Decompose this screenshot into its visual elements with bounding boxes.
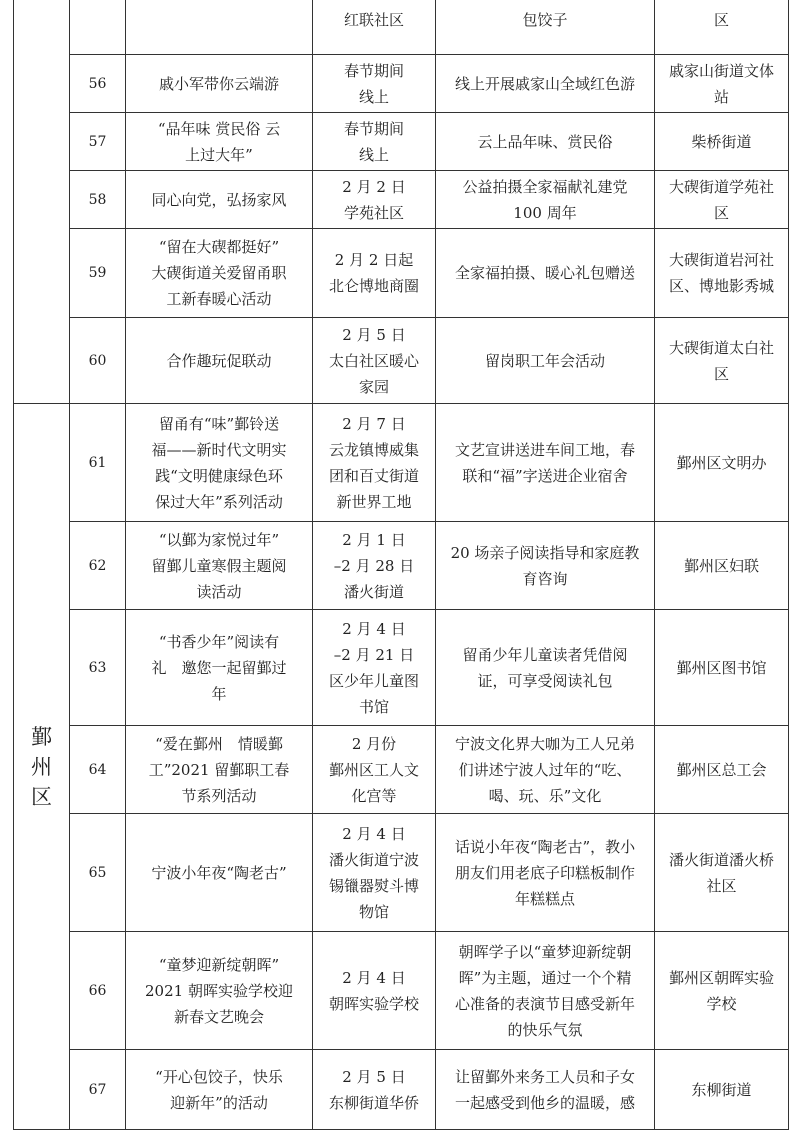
row-number: 65 xyxy=(70,814,126,932)
row-number: 61 xyxy=(70,404,126,522)
activity-content: 朝晖学子以“童梦迎新绽朝 晖”为主题，通过一个个精 心准备的表演节目感受新年 的快乐气氛 xyxy=(436,932,655,1050)
organizer: 大碶街道学苑社 区 xyxy=(655,171,789,229)
row-number: 66 xyxy=(70,932,126,1050)
table-row xyxy=(14,55,789,113)
table-row xyxy=(14,404,789,522)
table-row xyxy=(14,522,789,610)
activity-content: 文艺宣讲送进车间工地，春 联和“福”字送进企业宿舍 xyxy=(436,404,655,522)
table-row xyxy=(14,1050,789,1130)
activity-name: 宁波小年夜“陶老古” xyxy=(126,814,313,932)
activity-name: 戚小军带你云端游 xyxy=(126,55,313,113)
activity-content: 全家福拍摄、暖心礼包赠送 xyxy=(436,229,655,318)
activity-content: 线上开展戚家山全域红色游 xyxy=(436,55,655,113)
table-row xyxy=(14,318,789,404)
organizer: 鄞州区图书馆 xyxy=(655,610,789,726)
organizer: 鄞州区妇联 xyxy=(655,522,789,610)
activity-time-place: 2 月 5 日 太白社区暖心 家园 xyxy=(313,318,436,404)
activity-content: 云上品年味、赏民俗 xyxy=(436,113,655,171)
row-number: 60 xyxy=(70,318,126,404)
activity-time-place: 2 月 4 日 –2 月 21 日 区少年儿童图 书馆 xyxy=(313,610,436,726)
row-number: 62 xyxy=(70,522,126,610)
organizer: 戚家山街道文体 站 xyxy=(655,55,789,113)
activity-time-place: 红联社区 xyxy=(313,0,436,55)
row-number: 57 xyxy=(70,113,126,171)
activity-name: “书香少年”阅读有 礼 邀您一起留鄞过 年 xyxy=(126,610,313,726)
activity-content: 20 场亲子阅读指导和家庭教 育咨询 xyxy=(436,522,655,610)
organizer: 区 xyxy=(655,0,789,55)
activity-content: 话说小年夜“陶老古”，教小 朋友们用老底子印糕板制作 年糕糕点 xyxy=(436,814,655,932)
activity-content: 留岗职工年会活动 xyxy=(436,318,655,404)
organizer: 大碶街道太白社 区 xyxy=(655,318,789,404)
activity-name: 同心向党，弘扬家风 xyxy=(126,171,313,229)
activity-time-place: 2 月份 鄞州区工人文 化宫等 xyxy=(313,726,436,814)
activity-name: “品年味 赏民俗 云 上过大年” xyxy=(126,113,313,171)
table-row xyxy=(14,113,789,171)
activity-time-place: 2 月 7 日 云龙镇博威集 团和百丈街道 新世界工地 xyxy=(313,404,436,522)
row-number xyxy=(70,0,126,55)
activity-content: 包饺子 xyxy=(436,0,655,55)
activity-time-place: 春节期间 线上 xyxy=(313,55,436,113)
organizer: 柴桥街道 xyxy=(655,113,789,171)
activity-name: “开心包饺子，快乐 迎新年”的活动 xyxy=(126,1050,313,1130)
activity-time-place: 2 月 1 日 –2 月 28 日 潘火街道 xyxy=(313,522,436,610)
row-number: 59 xyxy=(70,229,126,318)
activity-content: 让留鄞外来务工人员和子女 一起感受到他乡的温暖，感 xyxy=(436,1050,655,1130)
row-number: 58 xyxy=(70,171,126,229)
activity-content: 宁波文化界大咖为工人兄弟 们讲述宁波人过年的“吃、 喝、玩、乐”文化 xyxy=(436,726,655,814)
event-table xyxy=(13,0,789,1130)
activity-content: 留甬少年儿童读者凭借阅 证，可享受阅读礼包 xyxy=(436,610,655,726)
organizer: 鄞州区朝晖实验 学校 xyxy=(655,932,789,1050)
table-row xyxy=(14,229,789,318)
activity-time-place: 2 月 2 日起 北仑博地商圈 xyxy=(313,229,436,318)
activity-name: “以鄞为家悦过年” 留鄞儿童寒假主题阅 读活动 xyxy=(126,522,313,610)
table-row xyxy=(14,814,789,932)
row-number: 56 xyxy=(70,55,126,113)
table-row xyxy=(14,610,789,726)
district-cell-yinzhou: 鄞 州 区 xyxy=(14,404,70,1130)
table-row xyxy=(14,726,789,814)
row-number: 64 xyxy=(70,726,126,814)
table-row xyxy=(14,171,789,229)
activity-time-place: 春节期间 线上 xyxy=(313,113,436,171)
table-row xyxy=(14,932,789,1050)
activity-time-place: 2 月 5 日 东柳街道华侨 xyxy=(313,1050,436,1130)
district-cell-top xyxy=(14,0,70,404)
table-row xyxy=(14,0,789,55)
organizer: 大碶街道岩河社 区、博地影秀城 xyxy=(655,229,789,318)
activity-name xyxy=(126,0,313,55)
activity-name: “童梦迎新绽朝晖” 2021 朝晖实验学校迎 新春文艺晚会 xyxy=(126,932,313,1050)
row-number: 63 xyxy=(70,610,126,726)
organizer: 潘火街道潘火桥 社区 xyxy=(655,814,789,932)
activity-name: 合作趣玩促联动 xyxy=(126,318,313,404)
activity-time-place: 2 月 4 日 朝晖实验学校 xyxy=(313,932,436,1050)
activity-name: “爱在鄞州 情暖鄞 工”2021 留鄞职工春 节系列活动 xyxy=(126,726,313,814)
organizer: 鄞州区文明办 xyxy=(655,404,789,522)
organizer: 东柳街道 xyxy=(655,1050,789,1130)
activity-content: 公益拍摄全家福献礼建党 100 周年 xyxy=(436,171,655,229)
activity-time-place: 2 月 2 日 学苑社区 xyxy=(313,171,436,229)
organizer: 鄞州区总工会 xyxy=(655,726,789,814)
activity-name: “留在大碶都挺好” 大碶街道关爱留甬职 工新春暖心活动 xyxy=(126,229,313,318)
row-number: 67 xyxy=(70,1050,126,1130)
activity-time-place: 2 月 4 日 潘火街道宁波 锡镴器熨斗博 物馆 xyxy=(313,814,436,932)
activity-name: 留甬有“味”鄞铃送 福——新时代文明实 践“文明健康绿色环 保过大年”系列活动 xyxy=(126,404,313,522)
